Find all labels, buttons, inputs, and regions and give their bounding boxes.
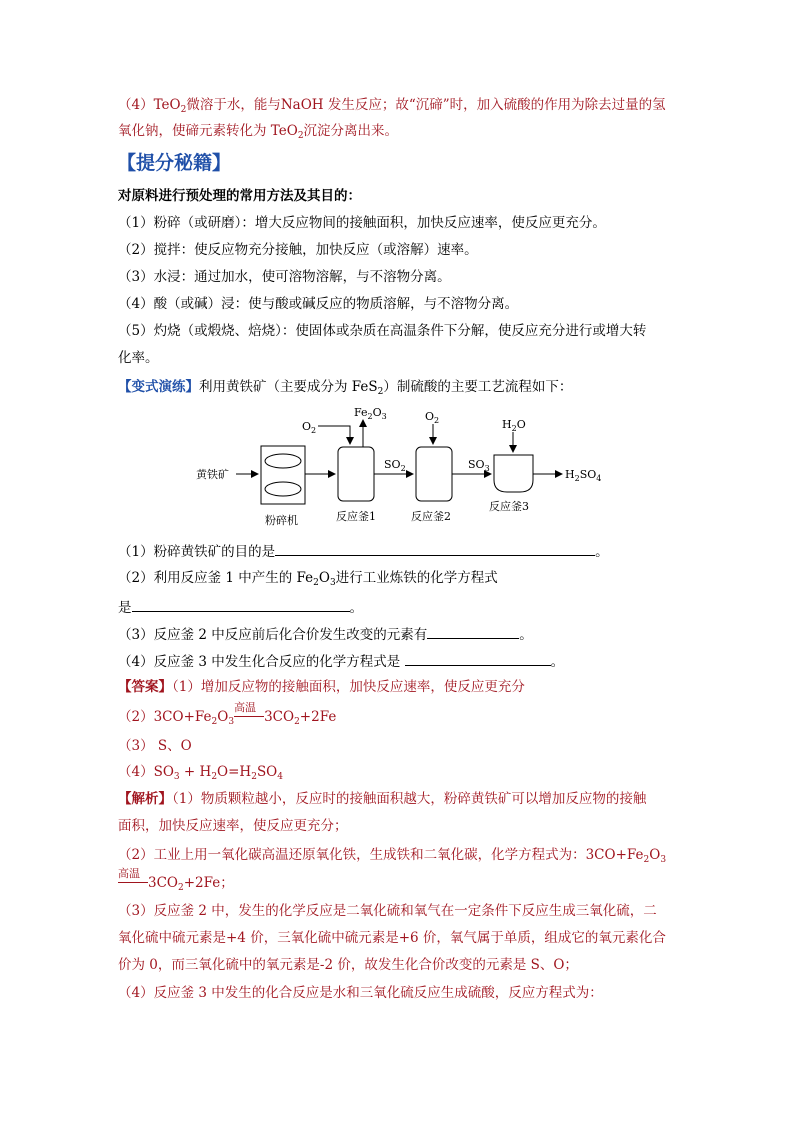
analysis-line-3: （2）工业上用一氧化碳高温还原氧化铁，生成铁和二氧化碳，化学方程式为：$3CO+Fe_2O_3$ xyxy=(118,847,667,865)
reactor-1 xyxy=(338,447,374,501)
analysis-line-7: 价为 0，而三氧化硫中的氧元素是-2 价，故发生化合价改变的元素是 S、O； xyxy=(118,957,578,973)
answer-blank-4[interactable] xyxy=(405,651,551,666)
reactor2-label: 反应釜2 xyxy=(411,510,451,523)
prev-answer-line-2: 氧化钠，使碲元素转化为 TeO$_2$沉淀分离出来。 xyxy=(118,123,399,141)
question-4: （4）反应釜 3 中发生化合反应的化学方程式是 。 xyxy=(118,651,564,671)
reactor1-label: 反应釜1 xyxy=(336,510,376,523)
tips-heading: 【提分秘籍】 xyxy=(117,152,232,174)
tips-item-2: （2）搅拌：使反应物充分接触，加快反应（或溶解）速率。 xyxy=(118,242,478,258)
answer-blank-3[interactable] xyxy=(427,624,519,639)
condition-high-temp-2: 高温 xyxy=(118,874,148,892)
process-flow-diagram xyxy=(0,400,794,530)
o2-label-2: $O_2$ xyxy=(425,410,440,425)
prev-answer-line-1: （4）TeO$_2$微溶于水，能与NaOH 发生反应；故“沉碲”时，加入硫酸的作用为除去过量的氢 xyxy=(118,97,666,115)
tips-item-5: （5）灼烧（或煅烧、焙烧）：使固体或杂质在高温条件下分解，使反应充分进行或增大转 xyxy=(118,323,647,339)
answer-line-4: $(4)SO_3 + H_2O=H_2SO_4$ xyxy=(118,764,283,782)
analysis-line-8: （4）反应釜 3 中发生的化合反应是水和三氧化硫反应生成硫酸，反应方程式为： xyxy=(118,985,603,1001)
analysis-line-5: （3）反应釜 2 中，发生的化学反应是二氧化硫和氧气在一定条件下反应生成三氧化硫，二 xyxy=(118,903,657,919)
h2o-label: $H_2O$ xyxy=(502,418,526,433)
reactor-2 xyxy=(416,447,452,501)
question-2: （2）利用反应釜 1 中产生的 $Fe_2O_3$进行工业炼铁的化学方程式 xyxy=(118,570,498,588)
tips-title: 对原料进行预处理的常用方法及其目的： xyxy=(118,188,361,204)
fe2o3-label: $Fe_2O_3$ xyxy=(354,406,387,421)
answer-line-2: $(2)3CO+Fe_2O_3$ 高温 $3CO_2+2Fe$ xyxy=(118,701,337,727)
analysis-line-6: 氧化硫中硫元素是+4 价，三氧化硫中硫元素是+6 价，氧气属于单质，组成它的氧元素化合 xyxy=(118,930,666,946)
o2-label-1: $O_2$ xyxy=(302,420,317,435)
question-1: （1）粉碎黄铁矿的目的是 。 xyxy=(118,541,609,561)
analysis-line-2: 面积，加快反应速率，使反应更充分； xyxy=(118,818,348,834)
answer-tag: 【答案】 xyxy=(118,679,172,695)
h2so4-label: $H_2SO_4$ xyxy=(565,468,602,483)
answer-line-1: 【答案】（1）增加反应物的接触面积，加快反应速率，使反应更充分 xyxy=(118,679,525,695)
input-label: 黄铁矿 xyxy=(196,468,229,481)
crusher-roller-top xyxy=(265,454,301,468)
so2-label: $SO_2$ xyxy=(384,458,406,473)
crusher-label: 粉碎机 xyxy=(265,514,298,527)
answer-line-3: （3） S、O xyxy=(118,738,192,754)
answer-blank-1[interactable] xyxy=(275,541,595,556)
arrow-o2-reactor1 xyxy=(318,426,350,444)
crusher-roller-bottom xyxy=(265,482,301,496)
question-3: （3）反应釜 2 中反应前后化合价发生改变的元素有 。 xyxy=(118,624,533,644)
answer-blank-2[interactable] xyxy=(132,597,350,612)
reactor-3 xyxy=(494,455,533,492)
practice-tag: 【变式演练】 xyxy=(118,379,199,395)
tips-item-1: （1）粉碎（或研磨）：增大反应物间的接触面积，加快反应速率，使反应更充分。 xyxy=(118,215,606,231)
analysis-line-1: 【解析】（1）物质颗粒越小，反应时的接触面积越大，粉碎黄铁矿可以增加反应物的接触 xyxy=(118,791,647,807)
tips-item-4: （4）酸（或碱）浸：使与酸或碱反应的物质溶解，与不溶物分离。 xyxy=(118,296,519,312)
tips-item-5-cont: 化率。 xyxy=(118,350,159,366)
tips-item-3: （3）水浸：通过加水，使可溶物溶解，与不溶物分离。 xyxy=(118,269,451,285)
question-2-cont: 是 。 xyxy=(118,597,363,617)
analysis-line-4: 高温 $3CO_2+2Fe$； xyxy=(118,867,234,893)
so3-label: $SO_3$ xyxy=(468,458,490,473)
analysis-tag: 【解析】 xyxy=(118,791,172,807)
practice-intro: 【变式演练】利用黄铁矿（主要成分为 FeS$_2$）制硫酸的主要工艺流程如下： xyxy=(118,379,573,397)
condition-high-temp: 高温 xyxy=(234,708,264,726)
reactor3-label: 反应釜3 xyxy=(489,500,529,513)
